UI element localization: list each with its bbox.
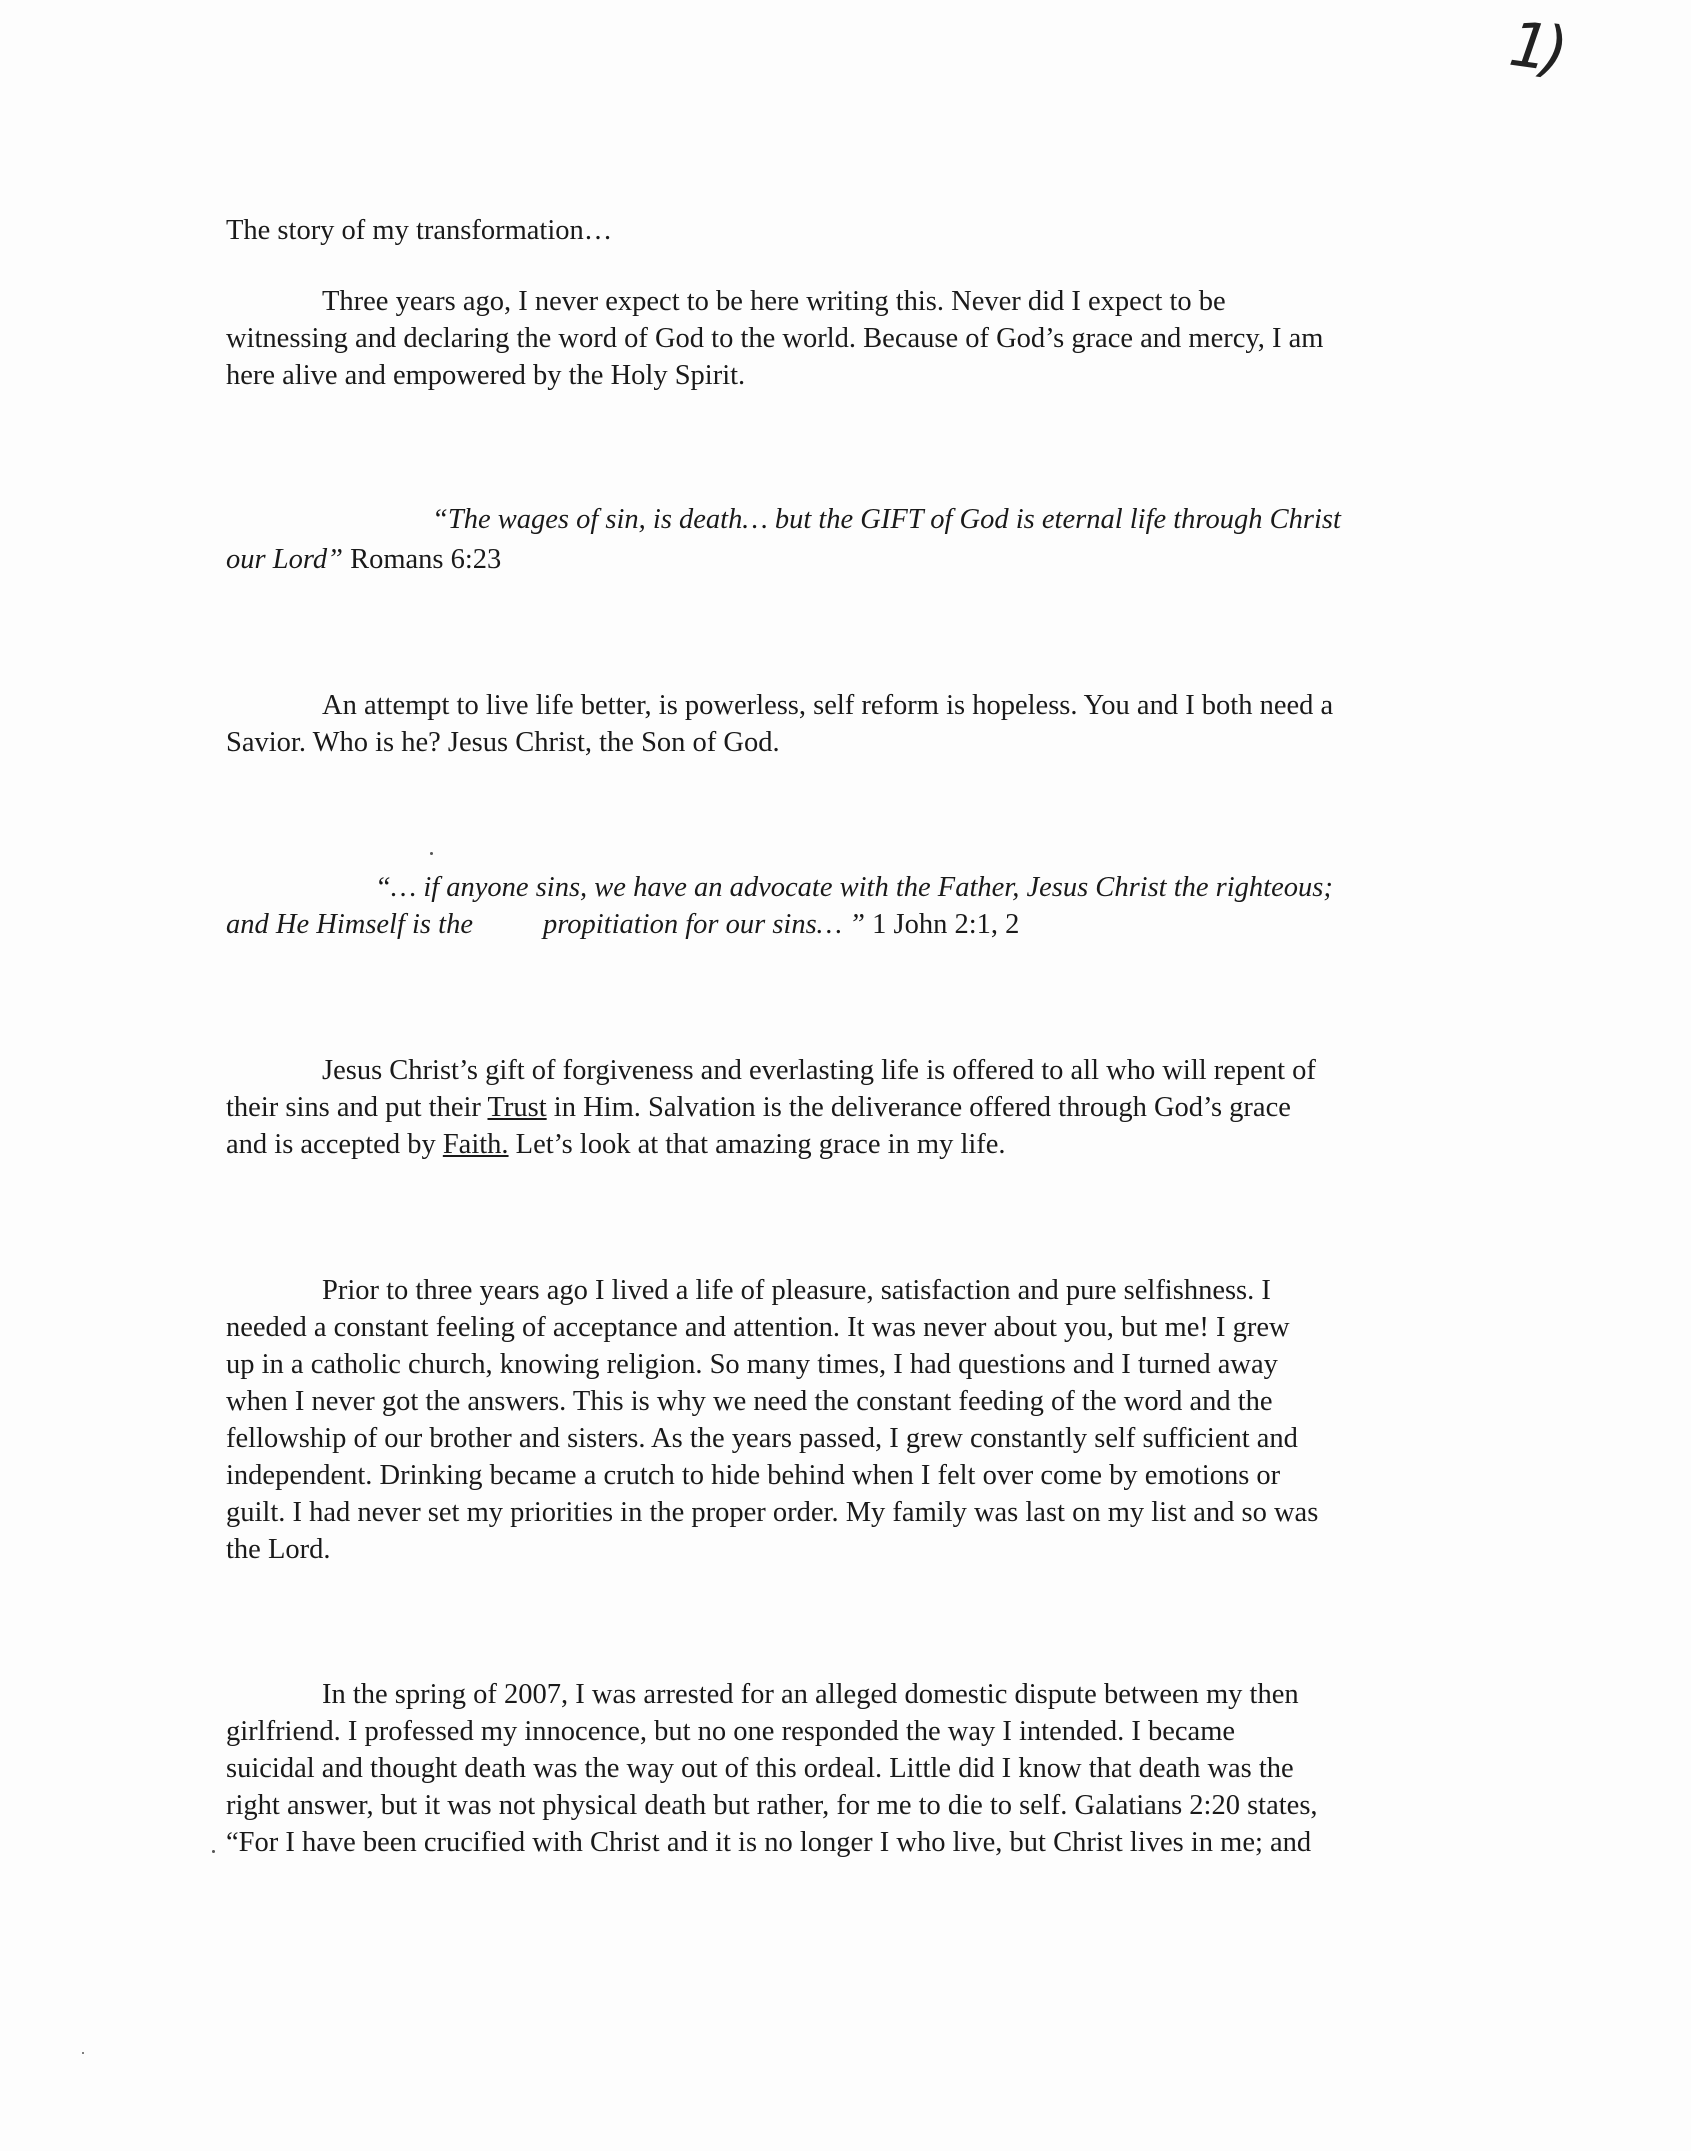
- paragraph-4-line-8: the Lord.: [226, 1534, 331, 1565]
- quote-2-line-2: [226, 911, 1019, 940]
- paragraph-3-line-1: Jesus Christ’s gift of forgiveness and everlasting life is offered to all who will repent of: [322, 1055, 1316, 1086]
- paragraph-3-line-2-end: in Him. Salvation is the deliverance offered through God’s grace: [546, 1092, 1291, 1123]
- quote-2-reference: 1 John 2:1, 2: [872, 909, 1020, 940]
- paragraph-4-line-4: when I never got the answers. This is why we need the constant feeding of the word and the: [226, 1386, 1273, 1417]
- paragraph-3-line-3: [226, 1131, 1006, 1160]
- quote-1-line-2: [226, 546, 501, 575]
- page-number: 1): [1505, 6, 1567, 87]
- quote-1-tail: our Lord”: [226, 544, 343, 575]
- quote-2-part-b: propitiation for our sins… ”: [542, 909, 865, 940]
- document-title: The story of my transformation…: [226, 215, 613, 246]
- paragraph-5-line-5: “For I have been crucified with Christ and it is no longer I who live, but Christ lives in me; and: [226, 1827, 1312, 1858]
- scan-speck: [82, 2052, 84, 2054]
- paragraph-5-line-2: girlfriend. I professed my innocence, but no one responded the way I intended. I became: [226, 1716, 1236, 1747]
- scan-speck: [430, 852, 433, 855]
- paragraph-4-line-2: needed a constant feeling of acceptance and attention. It was never about you, but me! I grew: [226, 1312, 1290, 1343]
- paragraph-4-line-6: independent. Drinking became a crutch to hide behind when I felt over come by emotions or: [226, 1460, 1281, 1491]
- paragraph-1-line-1: Three years ago, I never expect to be here writing this. Never did I expect to be: [322, 286, 1226, 317]
- paragraph-1-line-2: witnessing and declaring the word of God to the world. Because of God’s grace and mercy, I am: [226, 323, 1324, 354]
- scan-speck: [212, 1850, 215, 1853]
- paragraph-3-line-2: [226, 1094, 1291, 1123]
- paragraph-5-line-4: right answer, but it was not physical death but rather, for me to die to self. Galatians 2:20 states,: [226, 1790, 1318, 1821]
- quote-2-line-1: “… if anyone sins, we have an advocate with the Father, Jesus Christ the righteous;: [375, 872, 1333, 903]
- paragraph-4-line-7: guilt. I had never set my priorities in the proper order. My family was last on my list and so was: [226, 1497, 1319, 1528]
- paragraph-4-line-1: Prior to three years ago I lived a life of pleasure, satisfaction and pure selfishness. I: [322, 1275, 1271, 1306]
- underlined-trust: Trust: [487, 1092, 547, 1123]
- paragraph-4-line-3: up in a catholic church, knowing religion. So many times, I had questions and I turned away: [226, 1349, 1278, 1380]
- quote-1-reference: Romans 6:23: [350, 544, 502, 575]
- paragraph-5-line-1: In the spring of 2007, I was arrested for an alleged domestic dispute between my then: [322, 1679, 1299, 1710]
- quote-2-part-a: and He Himself is the: [226, 909, 473, 940]
- paragraph-3-line-3-start: and is accepted by: [226, 1129, 443, 1160]
- underlined-faith: Faith.: [442, 1129, 509, 1160]
- paragraph-4-line-5: fellowship of our brother and sisters. As the years passed, I grew constantly self sufficient and: [226, 1423, 1298, 1454]
- quote-1-line-1: “The wages of sin, is death… but the GIFT of God is eternal life through Christ: [432, 504, 1341, 535]
- paragraph-2-line-1: An attempt to live life better, is powerless, self reform is hopeless. You and I both need a: [322, 690, 1334, 721]
- paragraph-3-line-3-end: Let’s look at that amazing grace in my life.: [508, 1129, 1006, 1160]
- paragraph-2-line-2: Savior. Who is he? Jesus Christ, the Son of God.: [226, 727, 780, 758]
- paragraph-3-line-2-start: their sins and put their: [226, 1092, 488, 1123]
- paragraph-1-line-3: here alive and empowered by the Holy Spirit.: [226, 360, 746, 391]
- paragraph-5-line-3: suicidal and thought death was the way out of this ordeal. Little did I know that death was the: [226, 1753, 1294, 1784]
